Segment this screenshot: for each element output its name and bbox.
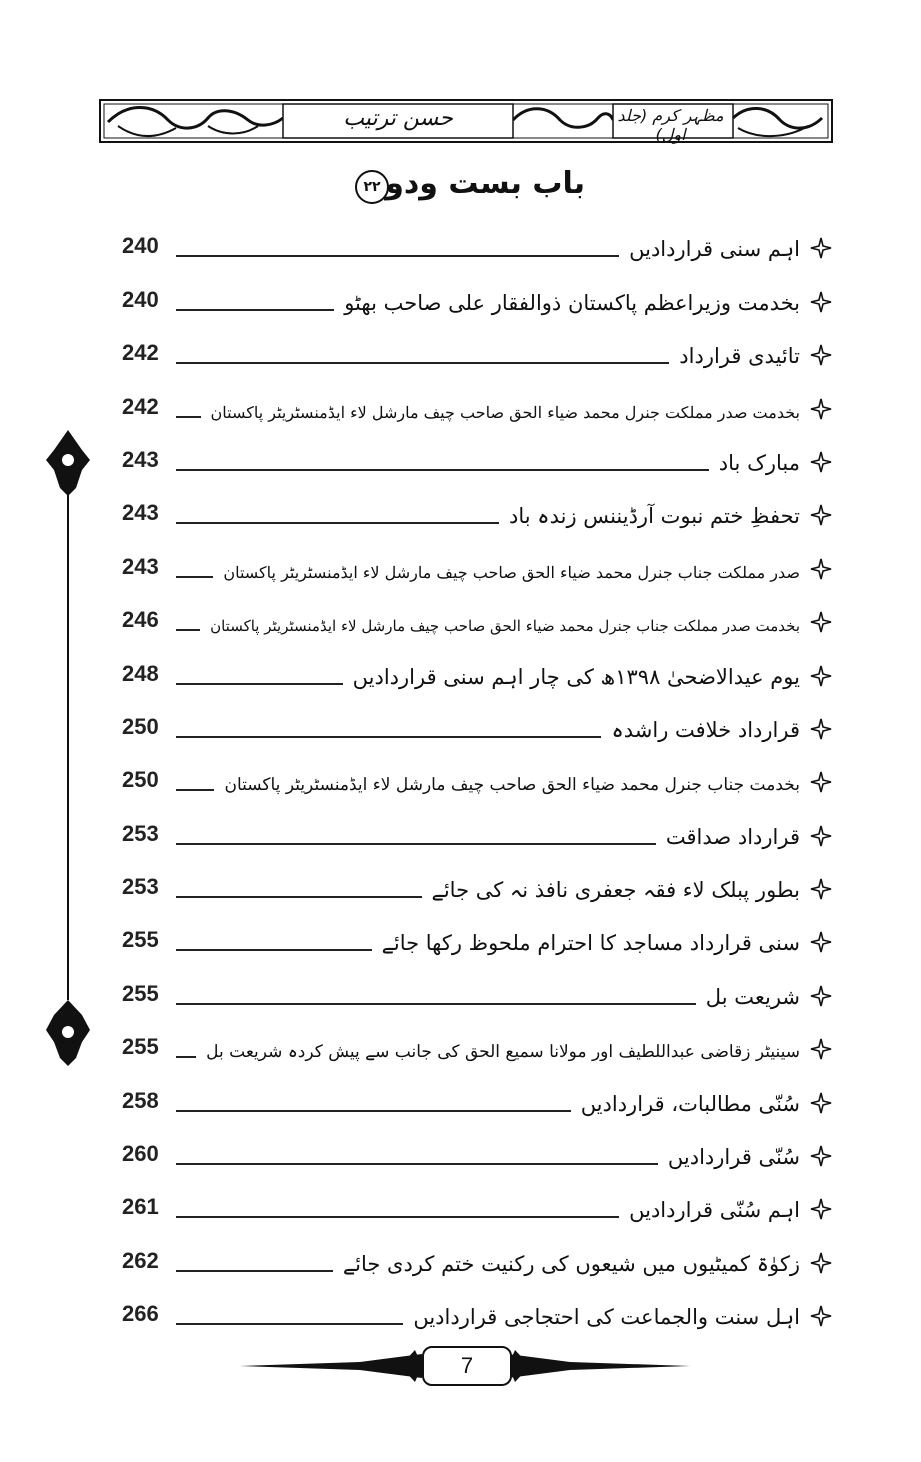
toc-entry-title: یوم عیدالاضحیٰ ۱۳۹۸ھ کی چار اہم سنی قراردادیں: [352, 664, 800, 689]
toc-leader-line: [176, 1003, 696, 1005]
section-title: حسن ترتیب: [343, 106, 453, 131]
toc-leader-line: [176, 1216, 619, 1218]
toc-page-number: 248: [122, 660, 159, 686]
toc-entry-title: بخدمت وزیراعظم پاکستان ذوالفقار علی صاحب بھٹو: [344, 290, 800, 315]
toc-page-number: 255: [122, 1034, 159, 1060]
toc-page-number: 260: [122, 1141, 159, 1167]
toc-page-number: 243: [122, 500, 159, 526]
four-point-star-icon: [810, 1092, 832, 1114]
toc-leader-line: [176, 736, 601, 738]
toc-entry[interactable]: [110, 962, 840, 1015]
toc-entry-title: تحفظِ ختم نبوت آرڈیننس زندہ باد: [509, 504, 800, 529]
toc-page-number: 242: [122, 340, 159, 366]
chapter-number-badge: ۲۲: [355, 170, 389, 204]
four-point-star-icon: [810, 451, 832, 473]
four-point-star-icon: [810, 665, 832, 687]
toc-entry-title: قرارداد صداقت: [665, 824, 800, 849]
toc-entry[interactable]: [110, 856, 840, 909]
toc-entry-title: سنی قرارداد مساجد کا احترام ملحوظ رکھا جائے: [381, 931, 800, 956]
toc-entry[interactable]: [110, 589, 840, 642]
toc-leader-line: [176, 469, 709, 471]
four-point-star-icon: [810, 291, 832, 313]
book-title: مظہر کرم (جلد اول): [617, 106, 724, 144]
toc-entry[interactable]: [110, 802, 840, 855]
toc-leader-line: [176, 1110, 571, 1112]
toc-leader-line: [176, 683, 343, 685]
toc-page-number: 253: [122, 820, 159, 846]
toc-entry[interactable]: [110, 642, 840, 695]
toc-entry[interactable]: [110, 1176, 840, 1229]
toc-page-number: 258: [122, 1087, 159, 1113]
toc-entry[interactable]: [110, 215, 840, 268]
toc-leader-line: [176, 1163, 658, 1165]
toc-leader-line: [176, 1323, 403, 1325]
four-point-star-icon: [810, 1252, 832, 1274]
toc-leader-line: [176, 843, 656, 845]
toc-entry[interactable]: [110, 1069, 840, 1122]
toc-page-number: 261: [122, 1194, 159, 1220]
side-ornament-icon: [38, 430, 98, 1070]
four-point-star-icon: [810, 558, 832, 580]
toc-page-number: 242: [122, 393, 159, 419]
toc-entry-title: اہم سُنّی قراردادیں: [629, 1198, 800, 1223]
toc-entry[interactable]: [110, 909, 840, 962]
toc-entry-title: تائیدی قرارداد: [679, 344, 800, 369]
four-point-star-icon: [810, 398, 832, 420]
chapter-heading: [355, 164, 585, 208]
toc-page-number: 243: [122, 553, 159, 579]
four-point-star-icon: [810, 1145, 832, 1167]
toc-page-number: 255: [122, 927, 159, 953]
toc-leader-line: [176, 949, 372, 951]
toc-entry[interactable]: [110, 535, 840, 588]
table-of-contents: [110, 215, 840, 1336]
four-point-star-icon: [810, 1198, 832, 1220]
toc-entry-title: بطور پبلک لاء فقہ جعفری نافذ نہ کی جائے: [431, 878, 800, 903]
page-number: 7: [422, 1346, 512, 1386]
chapter-title: باب بست ودو: [385, 166, 585, 201]
toc-entry-title: سُنّی قراردادیں: [667, 1145, 800, 1170]
four-point-star-icon: [810, 825, 832, 847]
toc-entry[interactable]: [110, 1016, 840, 1069]
header-band: [98, 92, 834, 150]
toc-entry-title: اہم سنی قراردادیں: [629, 237, 800, 262]
toc-leader-line: [176, 576, 213, 578]
toc-entry-title: زکوٰۃ کمیٹیوں میں شیعوں کی رکنیت ختم کردی جائے: [342, 1251, 800, 1276]
toc-leader-line: [176, 255, 619, 257]
four-point-star-icon: [810, 985, 832, 1007]
toc-entry-title: اہل سنت والجماعت کی احتجاجی قراردادیں: [413, 1305, 800, 1330]
toc-page-number: 240: [122, 286, 159, 312]
toc-leader-line: [176, 1056, 196, 1058]
toc-page-number: 255: [122, 980, 159, 1006]
toc-entry[interactable]: [110, 749, 840, 802]
toc-entry[interactable]: [110, 322, 840, 375]
four-point-star-icon: [810, 504, 832, 526]
toc-entry-title: قرارداد خلافت راشدہ: [611, 717, 800, 742]
toc-leader-line: [176, 362, 669, 364]
toc-leader-line: [176, 896, 422, 898]
toc-entry-title: صدر مملکت جناب جنرل محمد ضیاء الحق صاحب چیف مارشل لاء ایڈمنسٹریٹر پاکستان: [223, 562, 800, 582]
toc-leader-line: [176, 1270, 333, 1272]
toc-entry[interactable]: [110, 1123, 840, 1176]
toc-leader-line: [176, 522, 499, 524]
toc-leader-line: [176, 789, 214, 791]
toc-page-number: 243: [122, 446, 159, 472]
toc-entry-title: مبارک باد: [718, 450, 800, 475]
toc-entry[interactable]: [110, 696, 840, 749]
toc-entry-title: سینیٹر زقاضی عبداللطیف اور مولانا سمیع الحق کی جانب سے پیش کردہ شریعت بل: [206, 1042, 800, 1063]
four-point-star-icon: [810, 344, 832, 366]
footer: [240, 1340, 690, 1392]
toc-entry-title: بخدمت جناب جنرل محمد ضیاء الحق صاحب چیف مارشل لاء ایڈمنسٹریٹر پاکستان: [224, 775, 800, 796]
toc-entry[interactable]: [110, 375, 840, 428]
four-point-star-icon: [810, 931, 832, 953]
toc-page-number: 250: [122, 767, 159, 793]
toc-entry[interactable]: [110, 1229, 840, 1282]
toc-page-number: 246: [122, 607, 159, 633]
four-point-star-icon: [810, 611, 832, 633]
toc-page-number: 266: [122, 1301, 159, 1327]
toc-leader-line: [176, 629, 200, 631]
toc-page-number: 250: [122, 713, 159, 739]
toc-leader-line: [176, 416, 201, 418]
toc-entry-title: بخدمت صدر مملکت جناب جنرل محمد ضیاء الحق صاحب چیف مارشل لاء ایڈمنسٹریٹر پاکستان: [210, 617, 800, 636]
toc-entry[interactable]: [110, 268, 840, 321]
four-point-star-icon: [810, 718, 832, 740]
four-point-star-icon: [810, 878, 832, 900]
toc-entry[interactable]: [110, 482, 840, 535]
four-point-star-icon: [810, 1038, 832, 1060]
toc-entry-title: سُنّی مطالبات، قراردادیں: [580, 1091, 800, 1116]
toc-leader-line: [176, 309, 334, 311]
toc-entry-title: بخدمت صدر مملکت جنرل محمد ضیاء الحق صاحب چیف مارشل لاء ایڈمنسٹریٹر پاکستان: [210, 402, 800, 422]
toc-entry[interactable]: [110, 429, 840, 482]
toc-page-number: 253: [122, 874, 159, 900]
four-point-star-icon: [810, 1305, 832, 1327]
toc-entry-title: شریعت بل: [705, 984, 800, 1009]
toc-page-number: 262: [122, 1247, 159, 1273]
toc-page-number: 240: [122, 233, 159, 259]
toc-entry[interactable]: [110, 1283, 840, 1336]
four-point-star-icon: [810, 771, 832, 793]
four-point-star-icon: [810, 237, 832, 259]
